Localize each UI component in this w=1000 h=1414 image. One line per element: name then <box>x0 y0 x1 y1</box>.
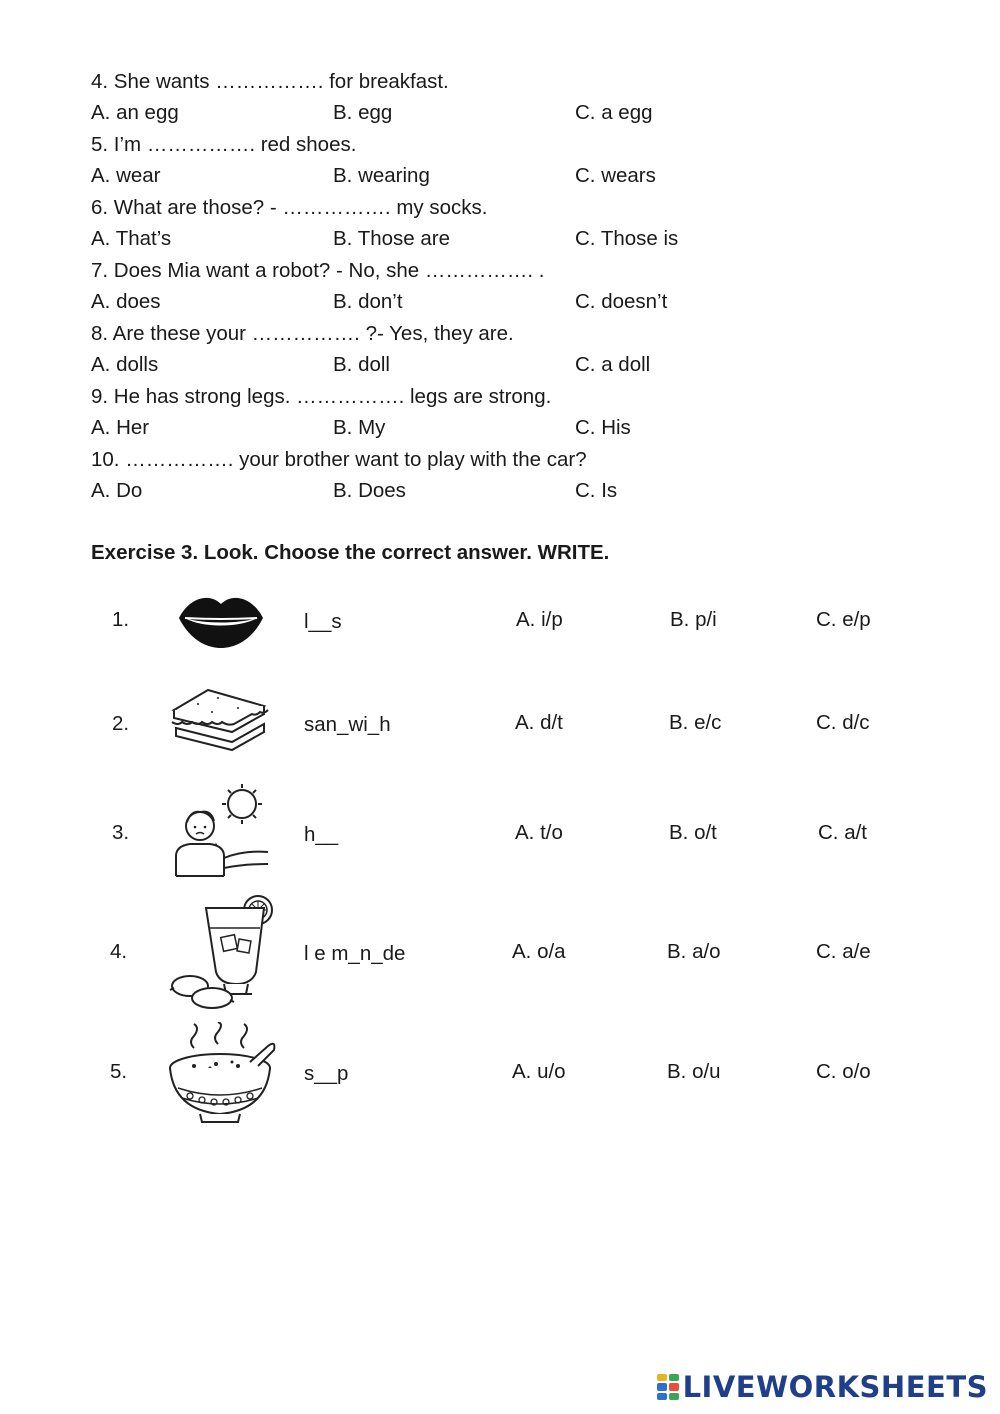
item-5-option-a[interactable]: A. u/o <box>512 1060 566 1083</box>
exercise-3-heading: Exercise 3. Look. Choose the correct answer. WRITE. <box>91 541 610 564</box>
question-9-option-b[interactable]: B. My <box>333 416 386 439</box>
item-2-number: 2. <box>112 712 130 735</box>
question-10-option-a[interactable]: A. Do <box>91 479 143 502</box>
item-4-option-b[interactable]: B. a/o <box>667 940 721 963</box>
question-4-option-c[interactable]: C. a egg <box>575 101 653 124</box>
question-4-option-a[interactable]: A. an egg <box>91 101 179 124</box>
question-6-option-a[interactable]: A. That’s <box>91 227 172 250</box>
question-8-option-c[interactable]: C. a doll <box>575 353 651 376</box>
hot-boy-icon <box>170 782 270 878</box>
question-8-option-b[interactable]: B. doll <box>333 353 390 376</box>
question-4-option-b[interactable]: B. egg <box>333 101 393 124</box>
item-4-number: 4. <box>110 940 128 963</box>
item-5-number: 5. <box>110 1060 128 1083</box>
question-9-option-c[interactable]: C. His <box>575 416 631 439</box>
soup-icon <box>164 1022 280 1126</box>
liveworksheets-logo-icon <box>657 1374 679 1400</box>
question-6-text: 6. What are those? - ……………. my socks. <box>91 196 488 219</box>
item-3-option-c[interactable]: C. a/t <box>818 821 867 844</box>
item-1-word: l__s <box>304 610 342 633</box>
item-1-option-c[interactable]: C. e/p <box>816 608 871 631</box>
question-5-option-c[interactable]: C. wears <box>575 164 656 187</box>
item-2-option-c[interactable]: C. d/c <box>816 711 870 734</box>
question-7-text: 7. Does Mia want a robot? - No, she ……………. . <box>91 259 545 282</box>
question-10-option-b[interactable]: B. Does <box>333 479 406 502</box>
question-10-text: 10. ……………. your brother want to play with the car? <box>91 448 587 471</box>
question-6-option-b[interactable]: B. Those are <box>333 227 450 250</box>
question-4-text: 4. She wants ……………. for breakfast. <box>91 70 449 93</box>
item-1-option-b[interactable]: B. p/i <box>670 608 717 631</box>
sandwich-icon <box>168 684 270 752</box>
item-3-option-a[interactable]: A. t/o <box>515 821 563 844</box>
question-5-option-b[interactable]: B. wearing <box>333 164 430 187</box>
item-1-option-a[interactable]: A. i/p <box>516 608 563 631</box>
question-9-text: 9. He has strong legs. ……………. legs are strong. <box>91 385 552 408</box>
liveworksheets-brand-text: LIVEWORKSHEETS <box>682 1370 988 1404</box>
item-3-word: h__ <box>304 823 339 846</box>
item-5-option-c[interactable]: C. o/o <box>816 1060 871 1083</box>
item-1-number: 1. <box>112 608 130 631</box>
item-3-option-b[interactable]: B. o/t <box>669 821 717 844</box>
item-3-number: 3. <box>112 821 130 844</box>
question-6-option-c[interactable]: C. Those is <box>575 227 679 250</box>
liveworksheets-logo[interactable] <box>657 1370 988 1404</box>
question-10-option-c[interactable]: C. Is <box>575 479 618 502</box>
question-7-option-a[interactable]: A. does <box>91 290 161 313</box>
question-5-option-a[interactable]: A. wear <box>91 164 161 187</box>
item-5-option-b[interactable]: B. o/u <box>667 1060 721 1083</box>
question-7-option-c[interactable]: C. doesn’t <box>575 290 668 313</box>
question-8-option-a[interactable]: A. dolls <box>91 353 159 376</box>
item-2-option-a[interactable]: A. d/t <box>515 711 563 734</box>
item-5-word: s__p <box>304 1062 349 1085</box>
item-2-word: san_wi_h <box>304 713 391 736</box>
lemonade-icon <box>164 892 278 1012</box>
item-2-option-b[interactable]: B. e/c <box>669 711 722 734</box>
question-7-option-b[interactable]: B. don’t <box>333 290 403 313</box>
question-8-text: 8. Are these your ……………. ?- Yes, they are. <box>91 322 514 345</box>
question-9-option-a[interactable]: A. Her <box>91 416 150 439</box>
question-5-text: 5. I’m ……………. red shoes. <box>91 133 357 156</box>
item-4-word: l e m_n_de <box>304 942 406 965</box>
item-4-option-c[interactable]: C. a/e <box>816 940 871 963</box>
lips-icon <box>175 590 267 650</box>
item-4-option-a[interactable]: A. o/a <box>512 940 566 963</box>
